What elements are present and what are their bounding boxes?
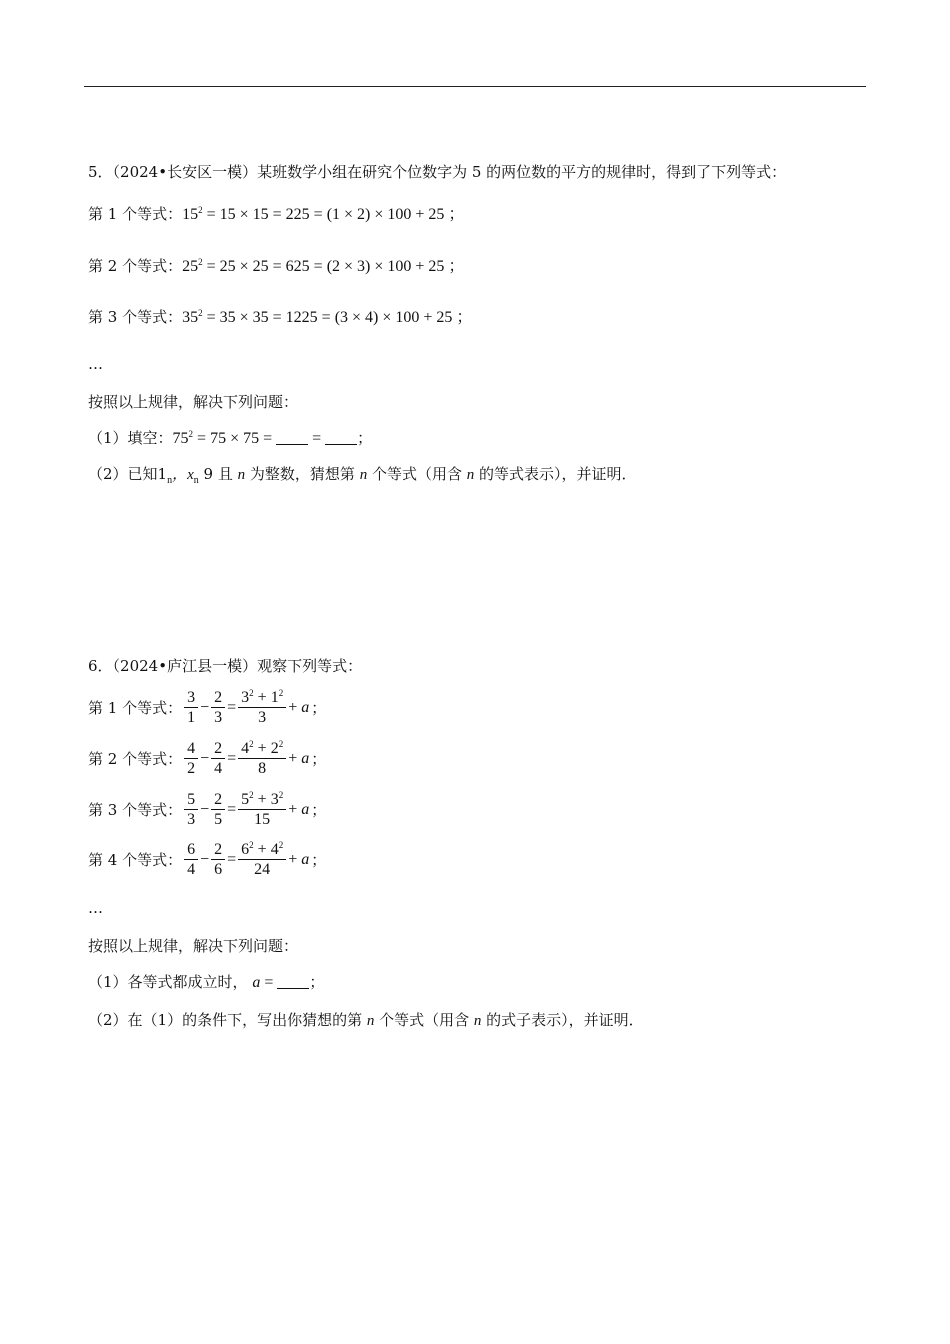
answer-blank[interactable]	[276, 430, 308, 445]
eq-label: 第 1 个等式：	[88, 205, 183, 223]
answer-blank[interactable]	[277, 974, 309, 989]
q5-eq-1: 第 1 个等式：$15^2 = 15 \times 15 = 225 = (1 \times 2) \times 100 + 25$ ；	[88, 205, 465, 223]
eq-label: 第 2 个等式：	[88, 257, 183, 275]
q6-eq-2: 第 2 个等式： $\frac{4}{2}$ − $\frac{2}{4}$ = $\frac{4^2 + 2^2}{8}$ + a ；	[88, 739, 327, 777]
q5-eq-2: 第 2 个等式：$25^2 = 25 \times 25 = 625 = (2 \times 3) \times 100 + 25$ ；	[88, 257, 465, 275]
q6-part1: （1）各等式都成立时， a = ；	[88, 973, 325, 991]
q6-part2: （2）在（1）的条件下，写出你猜想的第 n 个等式（用含 n 的式子表示），并证明．	[88, 1011, 644, 1029]
q5-title: 5．（2024•长安区一模）某班数学小组在研究个位数字为 5 的两位数的平方的规律时，得到了下列等式：	[88, 163, 787, 181]
q6-instruction: 按照以上规律，解决下列问题：	[88, 937, 299, 955]
q5-part1: （1）填空：$75^2 = 75 \times 75$ = = ；	[88, 429, 373, 447]
q6-eq-4: 第 4 个等式： $\frac{6}{4}$ − $\frac{2}{6}$ = $\frac{6^2 + 4^2}{24}$ + a ；	[88, 840, 327, 878]
q6-ellipsis: …	[88, 899, 103, 917]
q5-ellipsis: …	[88, 355, 103, 373]
header-rule	[84, 86, 866, 87]
q6-title: 6．（2024•庐江县一模）观察下列等式：	[88, 657, 363, 675]
eq-label: 第 3 个等式：	[88, 308, 183, 326]
q6-eq-3: 第 3 个等式： $\frac{5}{3}$ − $\frac{2}{5}$ = $\frac{5^2 + 3^2}{15}$ + a ；	[88, 790, 327, 828]
answer-blank[interactable]	[325, 430, 357, 445]
q5-instruction: 按照以上规律，解决下列问题：	[88, 393, 299, 411]
q6-eq-1: 第 1 个等式： $\frac{3}{1}$ − $\frac{2}{3}$ = $\frac{3^2 + 1^2}{3}$ + a ；	[88, 688, 327, 726]
q5-part2: （2）已知$1_n$，$x_n$ 9 且 n 为整数，猜想第 n 个等式（用含 n 的等式表示），并证明．	[88, 465, 637, 486]
q5-eq-3: 第 3 个等式：$35^2 = 35 \times 35 = 1225 = (3 \times 4) \times 100 + 25$ ；	[88, 308, 473, 326]
